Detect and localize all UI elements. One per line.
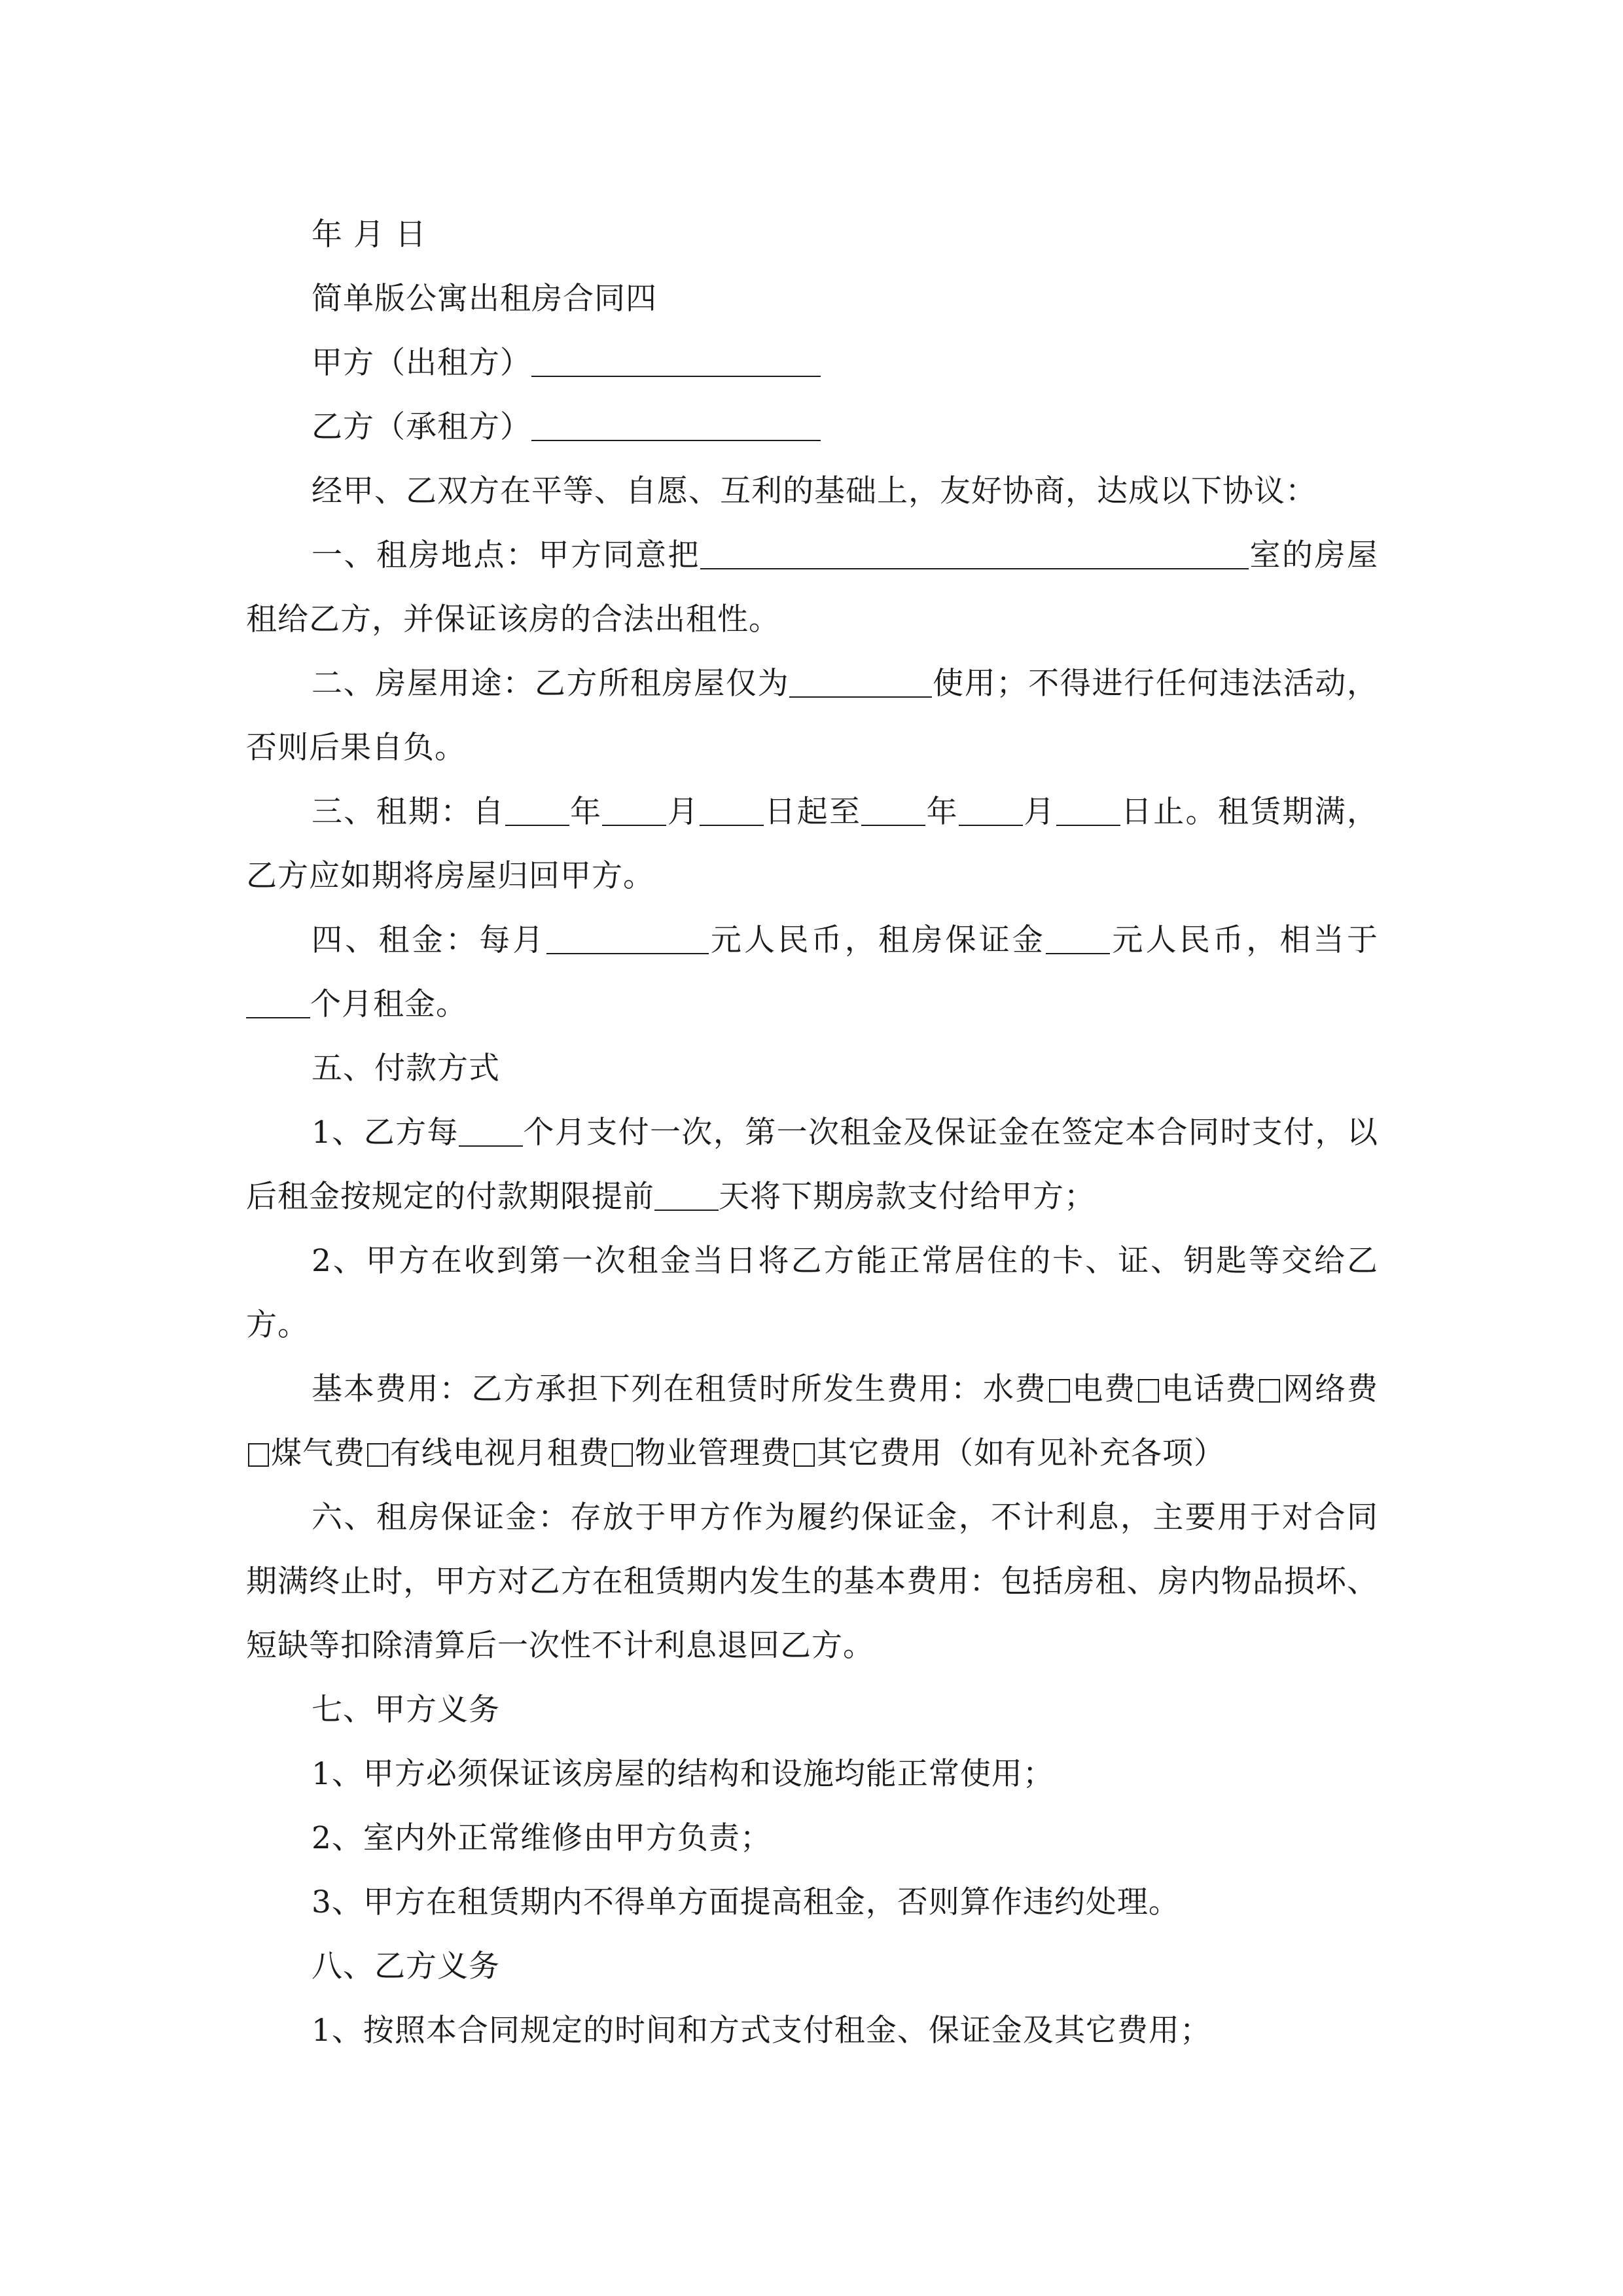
clause-7-item-2: 2、室内外正常维修由甲方负责； xyxy=(312,1820,772,1856)
party-a-line: 甲方（出租方） xyxy=(246,331,1378,395)
clause-3-term: 三、租期：自 年 月 日起至 年 月 日止。租赁期满，乙方应如期将房屋归回甲方。 xyxy=(246,794,1379,894)
clause-1-location: 一、租房地点：甲方同意把 室的房屋租给乙方，并保证该房的合法出租性。 xyxy=(246,537,1378,637)
end-day-blank xyxy=(1056,795,1120,826)
fee-checkbox[interactable] xyxy=(367,1443,388,1467)
address-blank xyxy=(700,539,1249,569)
fee-checkbox[interactable] xyxy=(612,1443,633,1467)
basic-fees: 基本费用：乙方承担下列在租赁时所发生费用：水费 电费 电话费 网络费煤气费 有线电视月租费 物业管理费 其它费用（如有见补充各项） xyxy=(246,1357,1378,1486)
deposit-months-blank xyxy=(246,988,310,1018)
date-line: 年 月 日 xyxy=(312,217,427,253)
party-b-blank xyxy=(531,410,821,441)
contract-title: 简单版公寓出租房合同四 xyxy=(312,281,657,317)
start-year-blank xyxy=(505,795,569,826)
usage-blank xyxy=(789,667,932,698)
fee-checkbox[interactable] xyxy=(794,1443,815,1467)
party-b-line: 乙方（承租方） xyxy=(246,395,1378,459)
clause-7-item-1: 1、甲方必须保证该房屋的结构和设施均能正常使用； xyxy=(312,1756,1054,1792)
fee-checkbox[interactable] xyxy=(248,1443,269,1467)
party-a-blank xyxy=(531,346,821,377)
clause-7-item-3: 3、甲方在租赁期内不得单方面提高租金，否则算作违约处理。 xyxy=(312,1884,1180,1920)
clause-5-item-2: 2、甲方在收到第一次租金当日将乙方能正常居住的卡、证、钥匙等交给乙方。 xyxy=(246,1243,1378,1343)
end-month-blank xyxy=(959,795,1023,826)
clause-8-item-1: 1、按照本合同规定的时间和方式支付租金、保证金及其它费用； xyxy=(312,2013,1211,2049)
clause-5-heading: 五、付款方式 xyxy=(312,1050,500,1086)
clause-5-item-1: 1、乙方每 个月支付一次，第一次租金及保证金在签定本合同时支付，以后租金按规定的付款期限提前 天将下期房款支付给甲方； xyxy=(246,1115,1378,1215)
advance-days-blank xyxy=(654,1180,719,1211)
clause-7-heading: 七、甲方义务 xyxy=(312,1692,500,1728)
end-year-blank xyxy=(861,795,925,826)
fee-checkbox[interactable] xyxy=(1049,1379,1070,1403)
fee-checkbox[interactable] xyxy=(1259,1379,1280,1403)
fee-checkbox[interactable] xyxy=(1138,1379,1159,1403)
monthly-rent-blank xyxy=(546,924,709,954)
preamble: 经甲、乙双方在平等、自愿、互利的基础上，友好协商，达成以下协议： xyxy=(312,473,1317,509)
deposit-blank xyxy=(1046,924,1110,954)
clause-6-deposit: 六、租房保证金：存放于甲方作为履约保证金，不计利息，主要用于对合同期满终止时，甲方对乙方在租赁期内发生的基本费用：包括房租、房内物品损坏、短缺等扣除清算后一次性不计利息退回乙方。 xyxy=(246,1499,1378,1664)
payment-interval-blank xyxy=(459,1116,523,1147)
clause-8-heading: 八、乙方义务 xyxy=(312,1948,500,1984)
clause-2-usage: 二、房屋用途：乙方所租房屋仅为 使用；不得进行任何违法活动，否则后果自负。 xyxy=(246,666,1379,766)
start-month-blank xyxy=(602,795,666,826)
start-day-blank xyxy=(700,795,764,826)
clause-4-rent: 四、租金：每月 元人民币，租房保证金 元人民币，相当于个月租金。 xyxy=(246,908,1378,1037)
contract-body xyxy=(246,203,1378,2063)
